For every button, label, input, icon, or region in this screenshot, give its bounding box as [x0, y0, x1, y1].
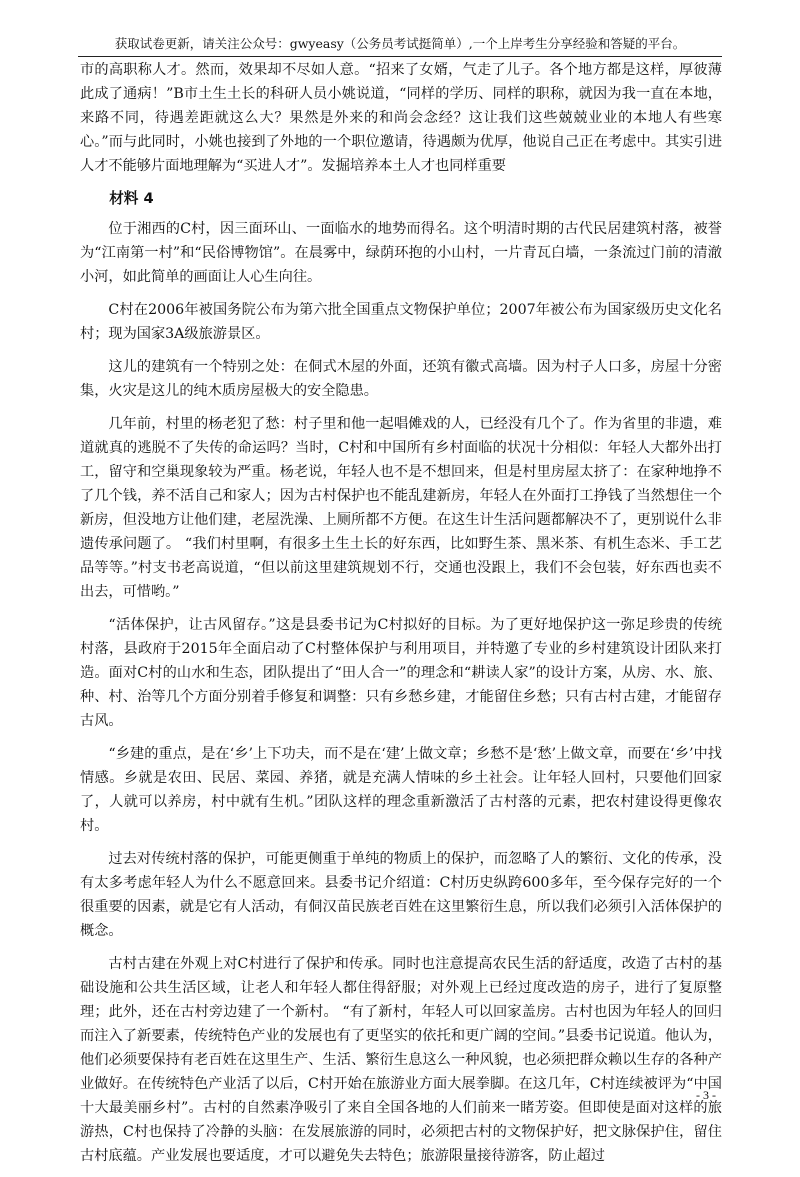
paragraph: 古村古建在外观上对C村进行了保护和传承。同时也注意提高农民生活的舒适度，改造了古村的基础设施和公共生活区域，让老人和年轻人都住得舒服；对外观上已经过度改造的房子，进行了复原整理；此外，还在古村旁边建了一个新村。 “有了新村，年轻人可以回家盖房。古村也因为年轻人的回归而注入了新要素，传统特色产业的发展也有了更坚实的依托和更广阔的空间。”县委书记说道。他认为，他们必须要保持有老百姓在这里生产、生活、繁衍生息这么一种风貌，也必须把群众赖以生存的各种产业做好。在传统特色产业活了以后，C村开始在旅游业方面大展拳脚。在这几年，C村连续被评为“中国十大最美丽乡村”。古村的自然素净吸引了来自全国各地的人们前来一睹芳姿。但即使是面对这样的旅游热，C村也保持了冷静的头脑：在发展旅游的同时，必须把古村的文物保护好，把文脉保护住，留住古村底蕴。产业发展也要适度，才可以避免失去特色；旅游限量接待游客，防止超过 — [80, 956, 722, 1164]
section-heading: 材料 4 — [109, 190, 154, 207]
paragraph: 位于湘西的C村，因三面环山、一面临水的地势而得名。这个明清时期的古代民居建筑村落，被誉为“江南第一村”和“民俗博物馆”。在晨雾中，绿荫环抱的小山村，一片青瓦白墙，一条流过门前的清澈小河，如此简单的画面让人心生向往。 — [80, 221, 722, 285]
page-header: 获取试卷更新，请关注公众号：gwyeasy（公务员考试挺简单）,一个上岸考生分享经验和答疑的平台。 — [114, 36, 686, 51]
paragraph-continuation: 市的高职称人才。然而，效果却不尽如人意。“招来了女婿，气走了儿子。各个地方都是这样，厚彼薄此成了通病！”B市土生土长的科研人员小姚说道，“同样的学历、同样的职称，就因为我一直在本地，来路不同，待遇差距就这么大？果然是外来的和尚会念经？这让我们这些兢兢业业的本地人有些寒心。”而与此同时，小姚也接到了外地的一个职位邀请，待遇颇为优厚，他说自己正在考虑中。其实引进人才不能够片面地理解为“买进人才”。发掘培养本土人才也同样重要 — [80, 62, 722, 174]
paragraph: 过去对传统村落的保护，可能更侧重于单纯的物质上的保护，而忽略了人的繁衍、文化的传承，没有太多考虑年轻人为什么不愿意回来。县委书记介绍道：C村历史纵跨600多年，至今保存完好的一个很重要的因素，就是它有人活动，有侗汉苗民族老百姓在这里繁衍生息，所以我们必须引入活体保护的概念。 — [80, 851, 722, 939]
paragraph: C村在2006年被国务院公布为第六批全国重点文物保护单位；2007年被公布为国家级历史文化名村；现为国家3A级旅游景区。 — [80, 302, 722, 342]
page-number: - 3 - — [696, 1088, 716, 1102]
document-body — [80, 58, 722, 1177]
paragraph: 这儿的建筑有一个特别之处：在侗式木屋的外面，还筑有徽式高墙。因为村子人口多，房屋十分密集，火灾是这儿的纯木质房屋极大的安全隐患。 — [80, 359, 722, 399]
paragraph: “活体保护，让古风留存。”这是县委书记为C村拟好的目标。为了更好地保护这一弥足珍贵的传统村落，县政府于2015年全面启动了C村整体保护与利用项目，并特邀了专业的乡村建筑设计团队来打造。面对C村的山水和生态，团队提出了“田人合一”的理念和“耕读人家”的设计方案，从房、水、旅、种、村、治等几个方面分别着手修复和调整：只有乡愁乡建，才能留住乡愁；只有古村古建，才能留存古风。 — [80, 617, 722, 729]
header-divider — [78, 56, 722, 57]
paragraph: “乡建的重点，是在‘乡’上下功夫，而不是在‘建’上做文章；乡愁不是‘愁’上做文章，而要在‘乡’中找情感。乡就是农田、民居、菜园、养猪，就是充满人情味的乡土社会。让年轻人回村，只要他们回家了，人就可以养房，村中就有生机。”团队这样的理念重新激活了古村落的元素，把农村建设得更像农村。 — [80, 746, 722, 834]
paragraph: 几年前，村里的杨老犯了愁：村子里和他一起唱傩戏的人，已经没有几个了。作为省里的非遗，难道就真的逃脱不了失传的命运吗？当时，C村和中国所有乡村面临的状况十分相似：年轻人大都外出打工，留守和空巢现象较为严重。杨老说，年轻人也不是不想回来，但是村里房屋太挤了：在家种地挣不了几个钱，养不活自己和家人；因为古村保护也不能乱建新房，年轻人在外面打工挣钱了当然想住一个新房，但没地方让他们建，老屋洗澡、上厕所都不方便。在这生计生活问题都解决不了，更别说什么非遗传承问题了。 “我们村里啊，有很多土生土长的好东西，比如野生茶、黑米茶、有机生态米、手工艺品等等。”村支书老高说道，“但以前这里建筑规划不行，交通也没跟上，我们不会包装，好东西也卖不出去，可惜哟。” — [80, 416, 722, 600]
